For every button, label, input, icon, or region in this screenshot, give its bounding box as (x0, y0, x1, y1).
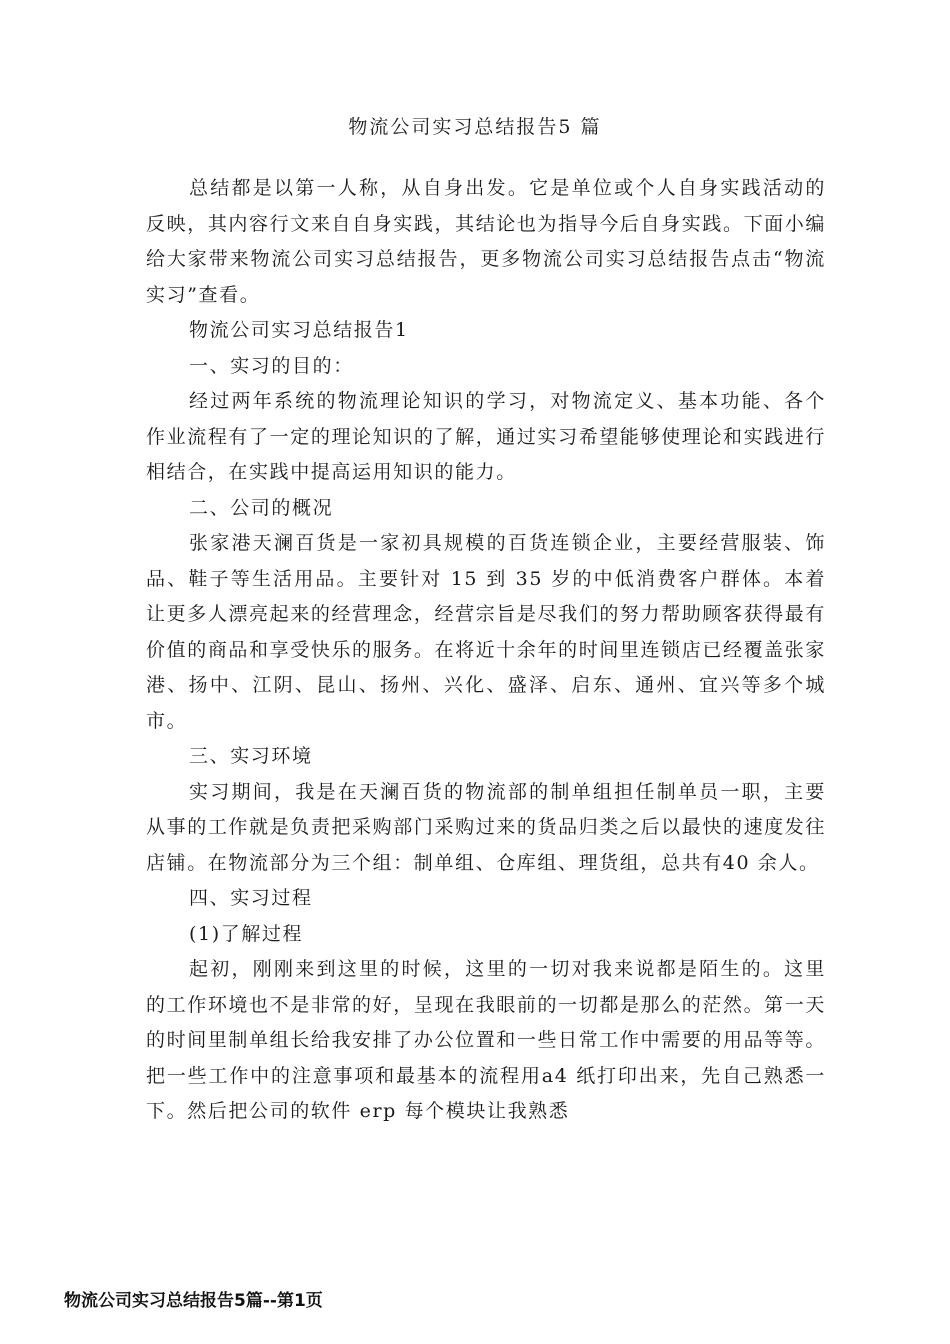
document-body (146, 171, 826, 1130)
section-heading-report-1: 物流公司实习总结报告1 (189, 319, 409, 341)
section-heading-environment: 三、实习环境 (189, 745, 313, 767)
paragraph-purpose: 经过两年系统的物流理论知识的学习，对物流定义、基本功能、各个作业流程有了一定的理论知识的了解，通过实习希望能够使理论和实践进行相结合，在实践中提高运用知识的能力。 (146, 390, 826, 483)
section-heading-process: 四、实习过程 (189, 887, 313, 909)
paragraph-environment: 实习期间，我是在天澜百货的物流部的制单组担任制单员一职，主要从事的工作就是负责把采购部门采购过来的货品归类之后以最快的速度发往店铺。在物流部分为三个组：制单组、仓库组、理货组，总共有40 余人。 (146, 780, 826, 874)
document-title: 物流公司实习总结报告5 篇 (348, 116, 602, 138)
page-footer: 物流公司实习总结报告5篇--第1页 (64, 1291, 323, 1311)
section-heading-company: 二、公司的概况 (189, 496, 334, 519)
paragraph-process: 起初，刚刚来到这里的时候，这里的一切对我来说都是陌生的。这里的工作环境也不是非常的好，呈现在我眼前的一切都是那么的茫然。第一天的时间里制单组长给我安排了办公位置和一些日常工作中需要的用品等等。把一些工作中的注意事项和最基本的流程用a4 纸打印出来，先自己熟悉一下。然后把公司的软件 erp 每个模块让我熟悉 (146, 958, 826, 1122)
paragraph-company: 张家港天澜百货是一家初具规模的百货连锁企业，主要经营服装、饰品、鞋子等生活用品。主要针对 15 到 35 岁的中低消费客户群体。本着让更多人漂亮起来的经营理念，经营宗旨是尽我们的努力帮助顾客获得最有价值的商品和享受快乐的服务。在将近十余年的时间里连锁店已经覆盖张家港、扬中、江阴、昆山、扬州、兴化、盛泽、启东、通州、宜兴等多个城市。 (146, 532, 826, 732)
paragraph-intro: 总结都是以第一人称，从自身出发。它是单位或个人自身实践活动的反映，其内容行文来自自身实践，其结论也为指导今后自身实践。下面小编给大家带来物流公司实习总结报告，更多物流公司实习总结报告点击“物流实习”查看。 (146, 177, 826, 306)
subheading-understanding: (1)了解过程 (189, 922, 304, 945)
section-heading-purpose: 一、实习的目的： (189, 354, 354, 377)
